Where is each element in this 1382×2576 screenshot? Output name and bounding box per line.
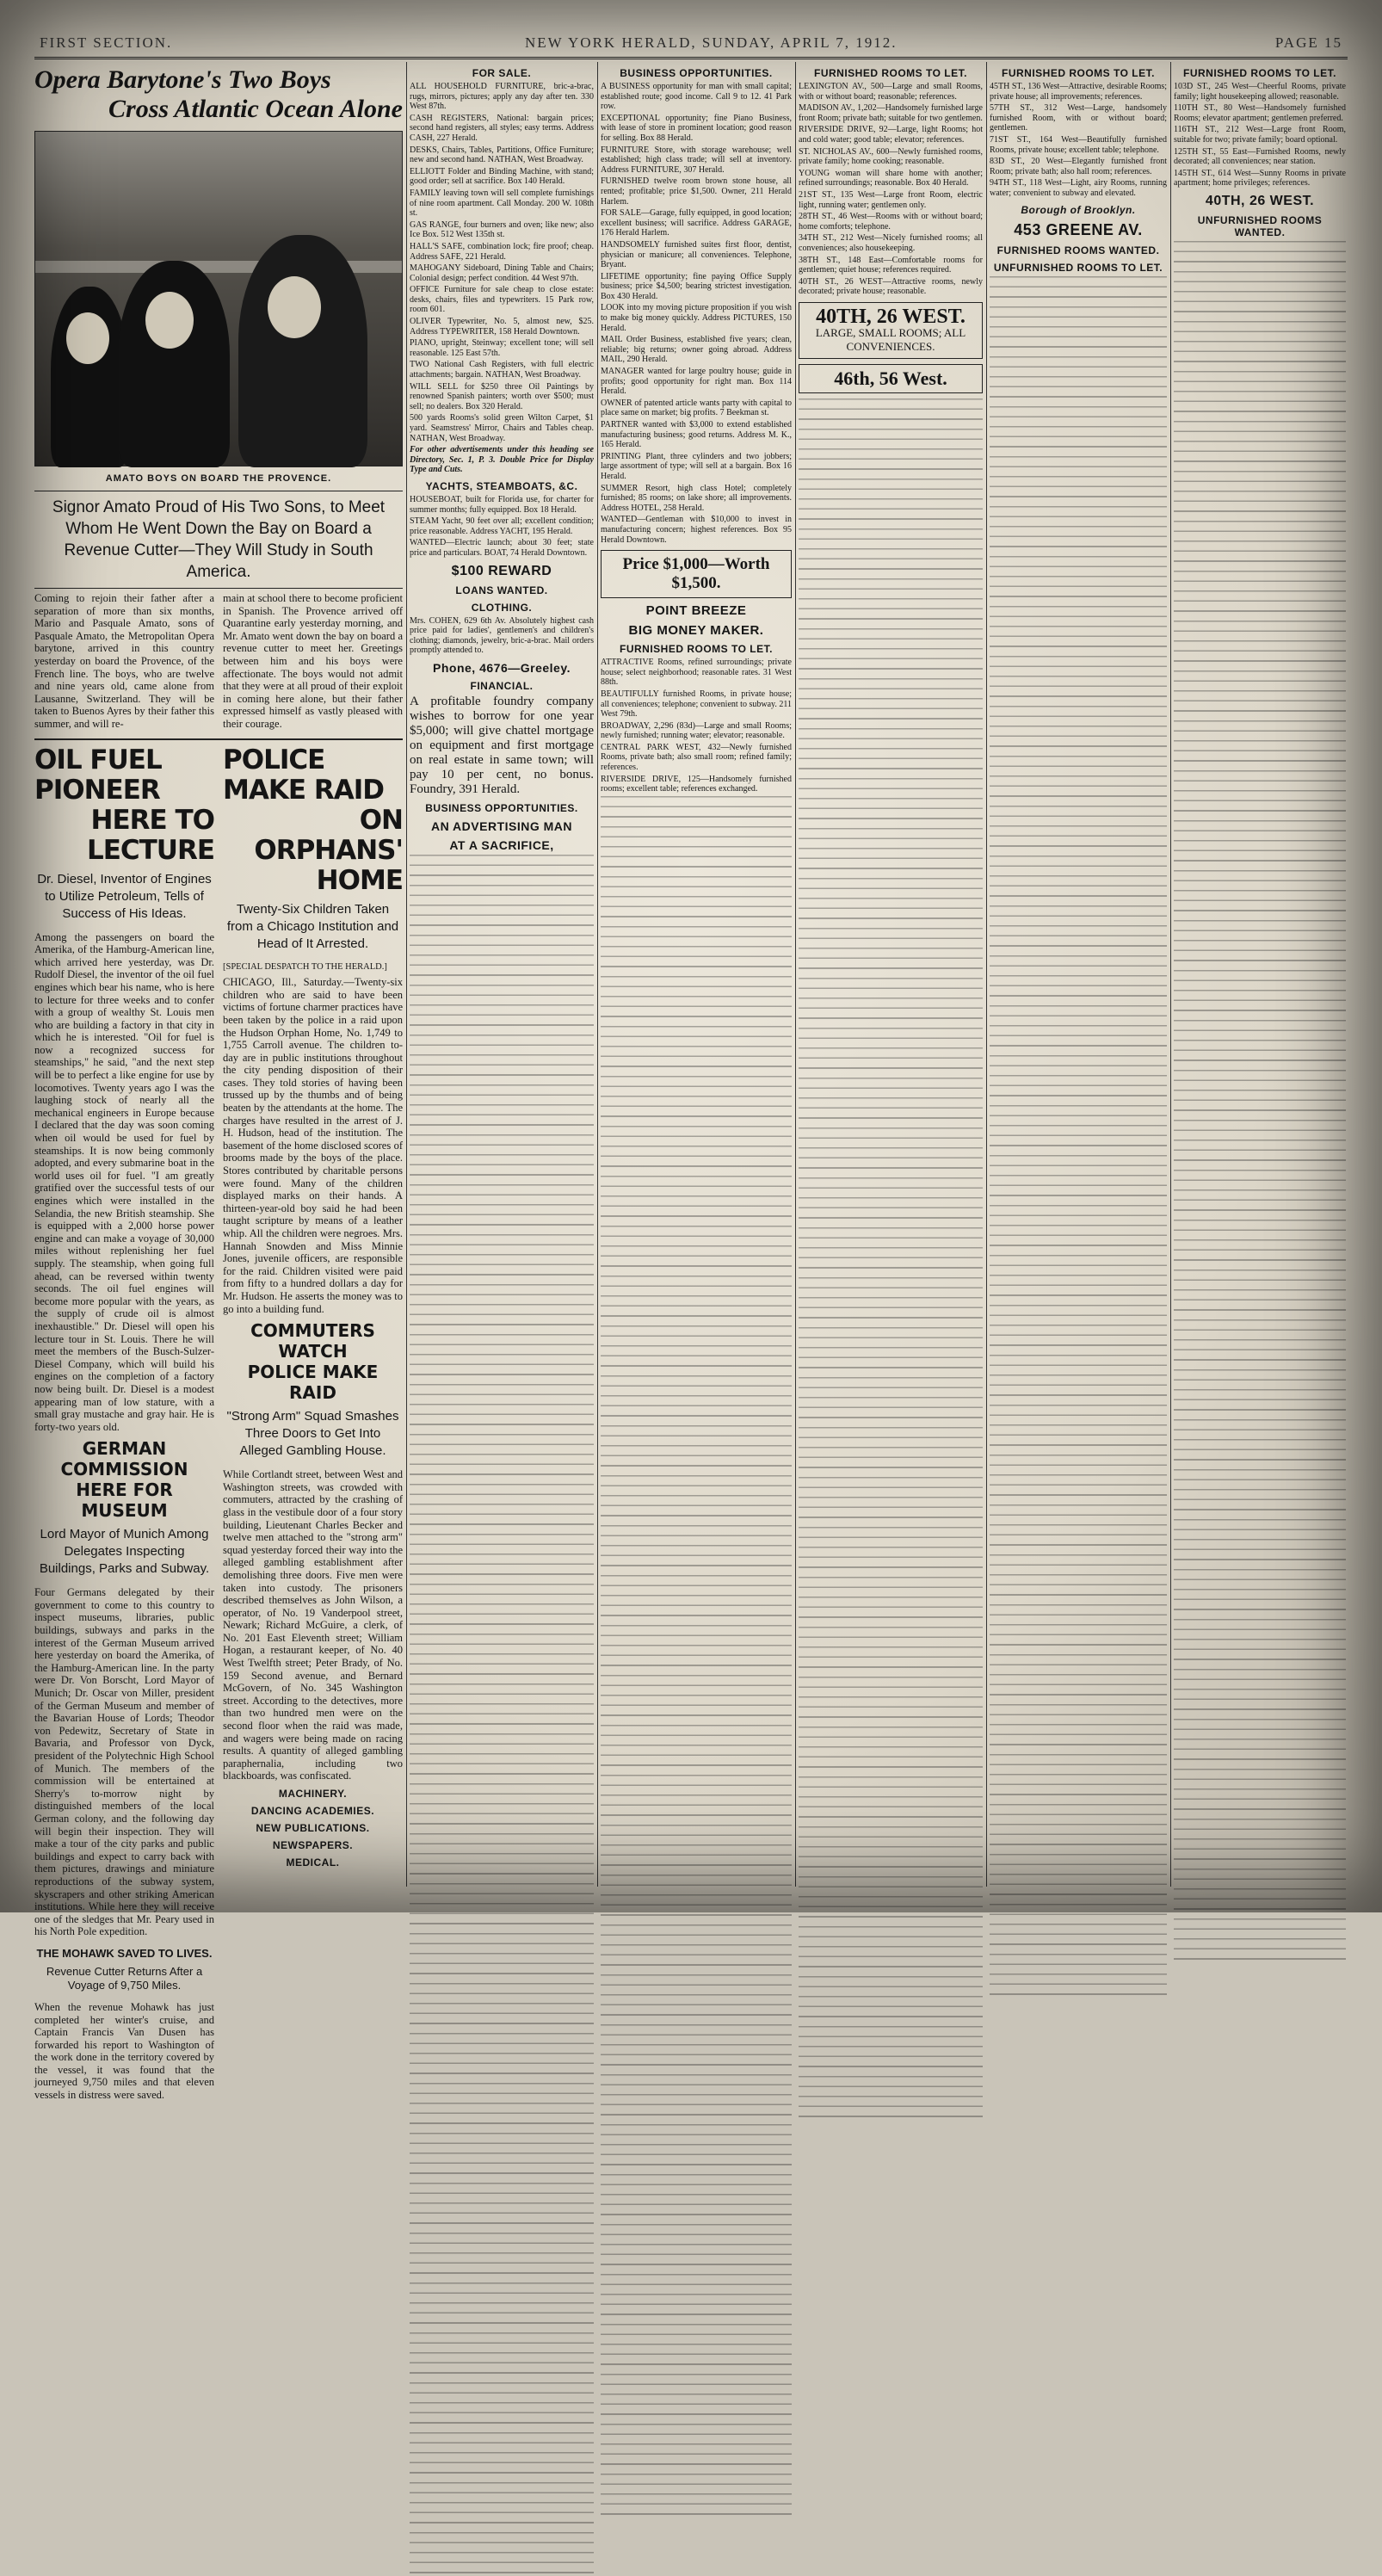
commuters-headline [223, 1320, 403, 1403]
40th-ad [799, 302, 983, 359]
classified-ad: BEAUTIFULLY furnished Rooms, in private house; all conveniences; telephone; convenient to subway. 211 West 79th. [601, 689, 792, 720]
museum-headline-line1: GERMAN COMMISSION [60, 1438, 188, 1480]
classified-ad: OLIVER Typewriter, No. 5, almost new, $25. Address TYPEWRITER, 158 Herald Downtown. [410, 317, 594, 337]
loans-heading: LOANS WANTED. [455, 584, 548, 596]
classified-column-5 [990, 62, 1167, 1887]
classified-column-6 [1174, 62, 1346, 1887]
woman-figure [238, 235, 367, 467]
greene-av-heading: 453 GREENE AV. [1014, 220, 1143, 238]
classified-ad: 57TH ST., 312 West—Large, handsomely furnished Room, with or without board; gentlemen. [990, 103, 1167, 133]
classified-ad: 94TH ST., 118 West—Light, airy Rooms, running water; convenient to subway and elevated. [990, 178, 1167, 198]
furnished-rooms-heading-5: FURNISHED ROOMS TO LET. [1002, 67, 1155, 79]
classified-ad: ST. NICHOLAS AV., 600—Newly furnished rooms, private family; home cooking; reasonable. [799, 146, 983, 167]
classified-ad: YOUNG woman will share home with another; refined surroundings; reasonable. Box 40 Herald. [799, 168, 983, 188]
classified-ad: FURNISHED twelve room brown stone house, all rented; profitable; price $1,500. Owner, 211 Herald Harlem. [601, 176, 792, 207]
classified-ad: PIANO, upright, Steinway; excellent tone; will sell reasonable. 125 East 57th. [410, 338, 594, 358]
classified-ad: MAHOGANY Sideboard, Dining Table and Chairs; Colonial design; perfect condition. 44 West 97th. [410, 263, 594, 283]
classified-ad: LIFETIME opportunity; fine paying Office Supply business; price $4,500; bearing strictest investigation. Box 430 Herald. [601, 271, 792, 301]
price-box-ad [601, 550, 792, 598]
price-box-title: Price $1,000—Worth $1,500. [622, 555, 770, 593]
classified-ad: A BUSINESS opportunity for man with small capital; established route; good income. Call 9 to 12. 41 Park row. [601, 82, 792, 112]
classified-ad: HALL'S SAFE, combination lock; fire proof; cheap. Address SAFE, 221 Herald. [410, 241, 594, 262]
orphans-body: CHICAGO, Ill., Saturday.—Twenty-six children who are said to have been victims of fortune charmer practices have been taken by the police in a raid upon the Hudson Orphan Home, No. 1,749 to 1,755 Carroll avenue. The children to-day are in public institutions throughout the city pending disposition of their cases. They told stories of having been trussed up by the thumbs and of being beaten by the attendants at the home. The charges have resulted in the arrest of J. H. Hudson, head of the institution. The basement of the home disclosed scores of brooms made by the boys of the place. Stores contributed by charitable persons were found. Many of the children displayed marks on their hands. A thirteen-year-old boy said he had been taught scripture by means of a leather whip. All the children were negroes. Mrs. Hannah Snowden and Miss Minnie Jones, juvenile officers, are responsible for the raid. Children visited were paid from fifty to a hundred dollars a day for Mr. Hudson. He asserts the money was to go into a building fund. [223, 976, 403, 1315]
museum-subhead: Lord Mayor of Munich Among Delegates Inspecting Buildings, Parks and Subway. [39, 1527, 210, 1577]
classified-ad: 38TH ST., 148 East—Comfortable rooms for gentlemen; quiet house; references required. [799, 255, 983, 275]
rooms-list-6 [1174, 82, 1346, 188]
museum-headline [34, 1438, 214, 1521]
diesel-subhead: Dr. Diesel, Inventor of Engines to Utilize Petroleum, Tells of Success of His Ideas. [37, 871, 212, 921]
for-sale-heading: FOR SALE. [472, 67, 532, 79]
rooms-list-4 [799, 82, 983, 297]
classified-text-lines [990, 276, 1167, 1998]
museum-headline-line2: HERE FOR MUSEUM [76, 1480, 173, 1522]
orphans-headline-line2: ON ORPHANS' HOME [254, 804, 403, 896]
foundry-ad: A profitable foundry company wishes to borrow for one year $5,000; will give chattel mortgage on equipment and first mortgage on real estate in same town; will pay 10 per cent, no bonus. Foundry, 391 Herald. [410, 694, 594, 796]
classified-ad: HOUSEBOAT, built for Florida use, for charter for summer months; fully equipped. Box 18 Herald. [410, 494, 594, 515]
column-rule [1170, 62, 1171, 1887]
classified-ad: 110TH ST., 80 West—Handsomely furnished Rooms; elevator apartment; gentlemen preferred. [1174, 103, 1346, 123]
rooms-wanted-heading: FURNISHED ROOMS WANTED. [996, 244, 1160, 256]
classified-ad: ALL HOUSEHOLD FURNITURE, bric-a-brac, rugs, mirrors, pictures; apply any day after ten. 330 West 87th. [410, 82, 594, 112]
amato-deck: Signor Amato Proud of His Two Sons, to Meet Whom He Went Down the Bay on Board a Revenue Cutter—They Will Study in South America. [34, 491, 403, 589]
clothing-heading: CLOTHING. [471, 601, 533, 614]
classified-ad: FURNITURE Store, with storage warehouse; well established; high class trade; will sell at inventory. Address FURNITURE, 307 Herald. [601, 145, 792, 175]
classified-ad: TWO National Cash Registers, with full electric attachments; bargain. NATHAN, West Broadway. [410, 360, 594, 380]
commuters-body: While Cortlandt street, between West and Washington streets, was crowded with commuters, attracted by the crashing of glass in the vestibule door of a four story building, Lieutenant Charles Becker and twelve men attached to the "strong arm" squad yesterday forced their way into the alleged gambling establishment after demolishing three doors. Five men were taken into custody. The prisoners described themselves as John Wilson, a operator, of No. 19 Vanderpool street, Newark; Richard McGuire, a clerk, of No. 201 East Eleventh street; William Hogan, a restaurant keeper, of No. 40 West Twelfth street; Peter Brady, of No. 159 Second avenue, and Bernard McGovern, of No. 345 Washington street. According to the detectives, more than two hundred men were on the second floor when the raid was made, and wagers were being made on racing results. A quantity of alleged gambling paraphernalia, including two blackboards, was confiscated. [223, 1468, 403, 1782]
mohawk-body: When the revenue Mohawk has just completed her winter's cruise, and Captain Francis Van Dusen has forwarded his report to Washington of the work done in the territory covered by the vessel, it was found that the journeyed 9,750 miles and that eleven vessels in distress were saved. [34, 2000, 214, 2102]
classified-text-lines [601, 796, 792, 2517]
classified-text-lines [410, 855, 594, 2576]
classified-ad: PRINTING Plant, three cylinders and two jobbers; large assortment of type; will sell at a bargain. Box 16 Herald. [601, 451, 792, 481]
man-face [145, 292, 194, 349]
40th-ad-body: LARGE, SMALL ROOMS; ALL CONVENIENCES. [815, 325, 966, 353]
classified-ad: 28TH ST., 46 West—Rooms with or without board; home comforts; telephone. [799, 212, 983, 232]
orphans-headline-line1: POLICE MAKE RAID [223, 744, 384, 806]
classified-ad: PARTNER wanted with $3,000 to extend established manufacturing business; good returns. Address M. K., 165 Herald. [601, 420, 792, 450]
classified-column-4 [799, 62, 983, 1887]
mohawk-headline: THE MOHAWK SAVED TO LIVES. [36, 1946, 213, 1960]
commuters-headline-line1: COMMUTERS WATCH [250, 1320, 375, 1362]
commuters-subhead: "Strong Arm" Squad Smashes Three Doors to Get Into Alleged Gambling House. [226, 1409, 399, 1459]
classified-ad: LOOK into my moving picture proposition if you wish to make big money quickly. Address PICTURES, 150 Herald. [601, 303, 792, 333]
news-column [34, 62, 403, 2102]
furnished-rooms-heading: FURNISHED ROOMS TO LET. [620, 643, 773, 656]
classified-ad: 40TH ST., 26 WEST—Attractive rooms, newly decorated; private house; reasonable. [799, 276, 983, 297]
point-breeze-heading: POINT BREEZE [645, 603, 747, 619]
reward-heading: $100 REWARD [451, 563, 552, 578]
classified-ad: OFFICE Furniture for sale cheap to close estate: desks, chairs, files and typewriters. 15 Park row, room 601. [410, 285, 594, 315]
furnished-rooms-heading-4: FURNISHED ROOMS TO LET. [814, 67, 967, 79]
page-number: PAGE 15 [1274, 34, 1342, 51]
clothing-phone: Phone, 4676—Greeley. [433, 660, 571, 675]
yachts-list [410, 495, 594, 559]
rooms-list-5 [990, 82, 1167, 199]
diesel-headline-line1: OIL FUEL PIONEER [34, 744, 162, 806]
classified-ad: 83D ST., 20 West—Elegantly furnished front Room; private bath; also hall room; references. [990, 157, 1167, 176]
classified-ad: SUMMER Resort, high class Hotel; completely furnished; 85 rooms; on lake shore; all improvements. Address HOTEL, 258 Herald. [601, 483, 792, 513]
dancing-heading: DANCING ACADEMIES. [250, 1805, 375, 1817]
diesel-article [34, 740, 214, 2104]
46th-ad [799, 364, 983, 393]
orphans-subhead: Twenty-Six Children Taken from a Chicago Institution and Head of It Arrested. [226, 901, 399, 951]
orphans-article [223, 740, 403, 2104]
column-rule [795, 62, 796, 1887]
for-sale-list [410, 82, 594, 443]
diesel-body: Among the passengers on board the Amerika, of the Hamburg-American line, which arrived here yesterday, was Dr. Rudolf Diesel, the inventor of the oil fuel engines which bear his name, who is here to lecture for three weeks and to confer with a group of wealthy St. Louis men who are building a factory in that city in which he is interested. "Oil for fuel is now a recognized success for steamships," he said, "and the next step will be to perfect a like engine for use by locomotives. Twenty years ago I was the laughing stock of nearly all the mechanical engineers in Europe because I declared that the day was soon coming when oil would be used for fuel by steamships. It is now being commonly adopted, and every submarine boat in the world uses oil for fuel. "I am greatly gratified over the successful tests of our engines which were installed in the Selandia, the new British steamship. She is equipped with a 2,000 horse power engine and can make a voyage of 30,000 miles without replenishing her fuel supply. The steamship, when going full ahead, can be reversed within twenty seconds. The oil fuel engines will become more popular with the years, as the supply of crude oil is almost inexhaustible." Dr. Diesel will open his lecture tour in St. Louis. There he will meet the members of the Busch-Sulzer-Diesel Company, which will build his engines on the completion of a factory now being built. Dr. Diesel is a modest appearing man of low stature, with a small gray mustache and gray hair. He is forty-two years old. [34, 930, 214, 1433]
classified-ad: CASH REGISTERS, National: bargain prices; second hand registers, all styles; easy terms. Address CASH, 227 Herald. [410, 113, 594, 143]
yachts-heading: YACHTS, STEAMBOATS, &C. [425, 479, 578, 492]
classified-ad: 21ST ST., 135 West—Large front Room, electric light, running water; gentlemen only. [799, 189, 983, 210]
amato-photo [34, 131, 403, 466]
classified-ad: 103D ST., 245 West—Cheerful Rooms, private family; light housekeeping allowed; reasonable. [1174, 82, 1346, 102]
classified-column-2 [410, 62, 594, 1887]
classified-ad: OWNER of patented article wants party with capital to place same on market; big profits. 7 Beekman st. [601, 398, 792, 418]
classified-ad: MADISON AV., 1,202—Handsomely furnished large front Room; private bath; suitable for two gentlemen. [799, 103, 983, 123]
rooms-list [601, 658, 792, 794]
column-rule [406, 62, 407, 1887]
advertising-man-heading: AN ADVERTISING MAN [430, 819, 573, 833]
amato-body-right: main at school there to become proficient in Spanish. The Provence arrived off Quarantine early yesterday morning, and Mr. Amato went down the bay on board a revenue cutter to meet her. Greetings between him and his boys were affectionate. The boys would not admit that they were at all proud of their exploit in coming here alone, but their father expressed himself as vastly pleased with their courage. [223, 592, 403, 730]
commuters-headline-line2: POLICE MAKE RAID [247, 1362, 379, 1404]
classified-ad: WANTED—Electric launch; about 30 feet; state price and particulars. BOAT, 74 Herald Downtown. [410, 538, 594, 558]
furnished-rooms-heading-6: FURNISHED ROOMS TO LET. [1183, 67, 1336, 79]
photo-caption: AMATO BOYS ON BOARD THE PROVENCE. [105, 473, 332, 484]
classified-ad: STEAM Yacht, 90 feet over all; excellent condition; price reasonable. Address YACHT, 195 Herald. [410, 516, 594, 536]
amato-body-left: Coming to rejoin their father after a separation of more than six months, Mario and Pasquale Amato, sons of Pasquale Amato, the Metropolitan Opera barytone, arrived in this country yesterday on board the Provence, of the French line. The boys, who are twelve and nine years old, came alone from Lausanne, Switzerland. They will be taken to Buenos Ayres by their father this summer, and will re- [34, 592, 214, 730]
clothing-ad: Mrs. COHEN, 629 6th Av. Absolutely highest cash price paid for ladies', gentlemen's and children's clothing; diamonds, jewelry, bric-a-brac. Mail orders promptly attended to. [410, 615, 594, 656]
classified-ad: FOR SALE—Garage, fully equipped, in good location; excellent business; will sacrifice. Address GARAGE, 176 Herald Harlem. [601, 208, 792, 238]
diesel-headline [34, 745, 214, 866]
diesel-headline-line2: HERE TO LECTURE [86, 804, 214, 866]
amato-kicker-line2: Cross Atlantic Ocean Alone [108, 95, 403, 123]
machinery-heading: MACHINERY. [278, 1788, 348, 1800]
classified-ad: 145TH ST., 614 West—Sunny Rooms in private apartment; home privileges; references. [1174, 168, 1346, 188]
classified-ad: WANTED—Gentleman with $10,000 to invest in manufacturing concern; highest references. Box 95 Herald Downtown. [601, 515, 792, 545]
woman-face [268, 276, 321, 338]
classified-ad: 71ST ST., 164 West—Beautifully furnished Rooms, private house; excellent table; telephone. [990, 134, 1167, 155]
business-opps-list [601, 82, 792, 545]
amato-body [34, 592, 403, 733]
classified-text-lines [799, 398, 983, 2120]
section-label: FIRST SECTION. [40, 34, 173, 51]
46th-ad-title: 46th, 56 West. [834, 367, 947, 389]
lower-news [34, 738, 403, 2104]
business-opps-heading: BUSINESS OPPORTUNITIES. [425, 801, 578, 814]
classified-ad: WILL SELL for $250 three Oil Paintings by renowned Spanish painters; worth over $500; must sell; no dealers. Box 320 Herald. [410, 381, 594, 411]
big-money-heading: BIG MONEY MAKER. [628, 623, 764, 639]
classified-ad: CENTRAL PARK WEST, 432—Newly furnished Rooms, private bath; also small room; refined family; references. [601, 742, 792, 773]
unfurnished-heading: UNFURNISHED ROOMS TO LET. [993, 261, 1163, 274]
classified-ad: RIVERSIDE DRIVE, 125—Handsomely furnished rooms; excellent table; references exchanged. [601, 774, 792, 794]
amato-kicker: Opera Barytone's Two Boys [34, 65, 331, 94]
brooklyn-heading: Borough of Brooklyn. [1021, 203, 1136, 216]
orphans-dateline: [SPECIAL DESPATCH TO THE HERALD.] [223, 961, 387, 972]
mohawk-subhead: Revenue Cutter Returns After a Voyage of 9,750 Miles. [46, 1964, 203, 1992]
boy-face [66, 312, 109, 364]
classified-ad: EXCEPTIONAL opportunity; fine Piano Business, with lease of store in prominent location; good reason for selling. Box 88 Herald. [601, 113, 792, 143]
directory-note: For other advertisements under this heading see Directory, Sec. 1, P. 3. Double Price for Display Type and Cuts. [410, 445, 594, 475]
40th-ad-title: 40TH, 26 WEST. [816, 305, 966, 328]
classified-column-3 [601, 62, 792, 1887]
medical-heading: MEDICAL. [286, 1856, 340, 1869]
page-header [34, 31, 1348, 59]
orphans-headline [223, 745, 403, 896]
classified-ad: RIVERSIDE DRIVE, 92—Large, light Rooms; hot and cold water; good table; elevator; references. [799, 125, 983, 145]
classified-ad: ELLIOTT Folder and Binding Machine, with stand; good order; sell at sacrifice. Box 140 Herald. [410, 166, 594, 187]
classified-ad: 500 yards Rooms's solid green Wilton Carpet, $1 yard. Seamstress' Mirror, Chairs and Tables cheap. NATHAN, West Broadway. [410, 413, 594, 443]
40th-bottom-heading: 40TH, 26 WEST. [1205, 193, 1315, 208]
business-opps-heading-2: BUSINESS OPPORTUNITIES. [620, 67, 773, 79]
classified-ad: LEXINGTON AV., 500—Large and small Rooms, with or without board; reasonable; references. [799, 82, 983, 102]
masthead: NEW YORK HERALD, SUNDAY, APRIL 7, 1912. [525, 34, 898, 51]
classified-ad: FAMILY leaving town will sell complete furnishings of nine room apartment. Call Monday. 200 W. 108th st. [410, 188, 594, 219]
classified-text-lines [1174, 241, 1346, 1962]
classified-ad: HANDSOMELY furnished suites first floor, dentist, physician or manicure; all conveniences. Telephone, Bryant. [601, 239, 792, 270]
classified-ad: MANAGER wanted for large poultry house; guide in profits; good opportunity for right man. Box 114 Herald. [601, 367, 792, 397]
classified-ad: 34TH ST., 212 West—Nicely furnished rooms; all conveniences; also housekeeping. [799, 233, 983, 253]
column-rule [986, 62, 987, 1887]
classified-ad: ATTRACTIVE Rooms, refined surroundings; private house; select neighborhood; reasonable rates. 31 West 88th. [601, 658, 792, 688]
classified-ad: MAIL Order Business, established five years; clean, reliable; big returns; owner going abroad. Address MAIL, 290 Herald. [601, 335, 792, 365]
museum-body: Four Germans delegated by their government to come to this country to inspect museums, libraries, public buildings, subways and parks in the interest of the German Museum arrived here yesterday on board the Amerika, of the Hamburg-American line. In the party were Dr. Von Borscht, Lord Mayor of Munich; Dr. Oscar von Miller, president of the German Museum and member of the Bavarian House of Lords; Theodor von Pedewitz, Secretary of State in Bavaria, and Professor von Dyck, president of the Polytechnic High School of Munich. The members of the commission will be entertained at Sherry's to-morrow night by distinguished members of the local German colony, and the following day will begin their inspection. They will make a tour of the city parks and public buildings and expect to carry back with them pictures, drawings and miniature reproductions of the subway system, skyscrapers and other striking American institutions. While here they will receive one of the sledges that Mr. Peary used in his North Pole expedition. [34, 1586, 214, 1938]
classified-ad: DESKS, Chairs, Tables, Partitions, Office Furniture; new and second hand. NATHAN, West Broadway. [410, 145, 594, 165]
classified-ad: 125TH ST., 55 East—Furnished Rooms, newly decorated; all conveniences; near station. [1174, 146, 1346, 167]
classified-ad: BROADWAY, 2,296 (83d)—Large and small Rooms; newly furnished; running water; elevator; reasonable. [601, 720, 792, 741]
newspapers-heading: NEWSPAPERS. [272, 1839, 354, 1851]
publications-heading: NEW PUBLICATIONS. [256, 1822, 370, 1834]
column-rule [597, 62, 598, 1887]
classified-ad: 116TH ST., 212 West—Large front Room, suitable for two; private family; board optional. [1174, 125, 1346, 145]
classified-ad: 45TH ST., 136 West—Attractive, desirable Rooms; private house; all improvements; references. [990, 82, 1168, 102]
classified-ad: GAS RANGE, four burners and oven; like new; also Ice Box. 512 West 135th st. [410, 219, 594, 240]
unfurnished-wanted-heading: UNFURNISHED ROOMS WANTED. [1197, 213, 1323, 238]
financial-heading: FINANCIAL. [470, 679, 534, 692]
sacrifice-heading: AT A SACRIFICE, [449, 837, 554, 852]
